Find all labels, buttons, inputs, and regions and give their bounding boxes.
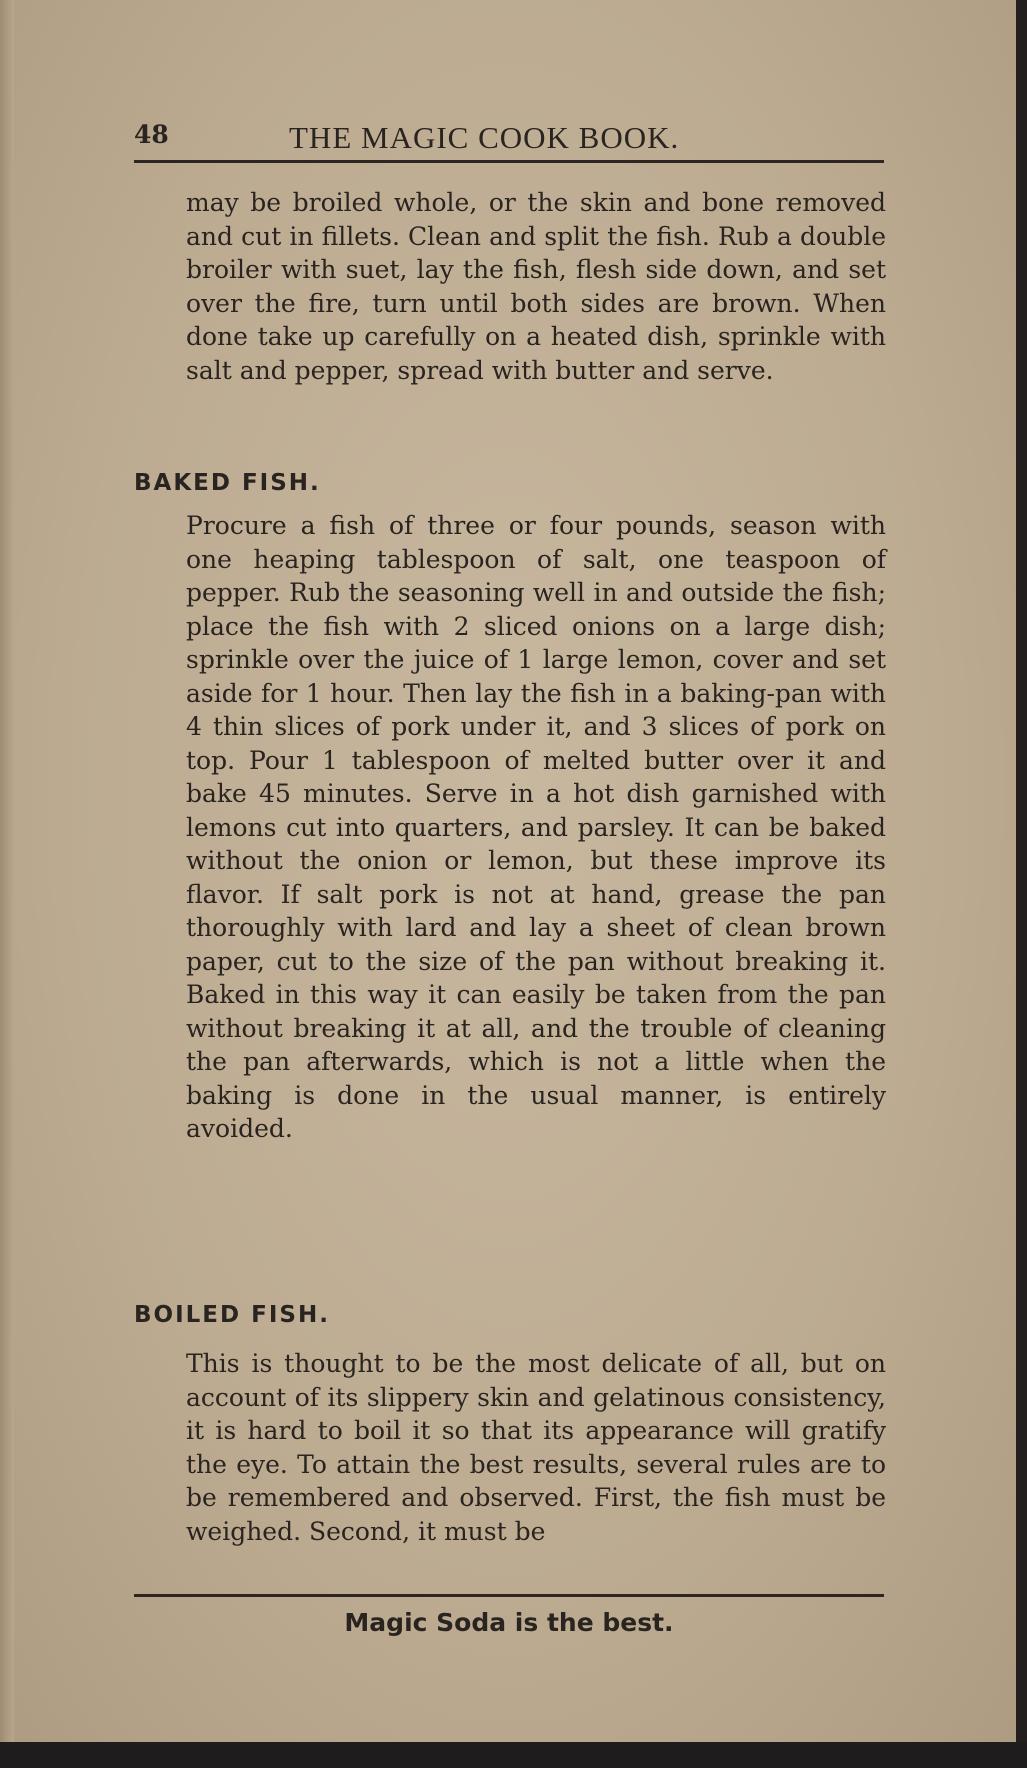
section-text-baked-fish: Procure a fish of three or four pounds, season with one heaping tablespoon of salt, one teaspoon of pepper. Rub the seasoning well in and outside the fish; place the fish with 2 sliced onions on a large dish; sprinkle over the juice of 1 large lemon, cover and set aside for 1 hour. Then lay the fish in a baking-pan with 4 thin slices of pork under it, and 3 slices of pork on top. Pour 1 tablespoon of melted butter over it and bake 45 minutes. Serve in a hot dish garnished with lemons cut into quarters, and parsley. It can be baked without the onion or lemon, but these improve its flavor. If salt pork is not at hand, grease the pan thoroughly with lard and lay a sheet of clean brown paper, cut to the size of the pan without breaking it. Baked in this way it can easily be taken from the pan without breaking it at all, and the trouble of cleaning the pan afterwards, which is not a little when the baking is done in the usual manner, is entirely avoided. <box>186 511 886 1143</box>
section-heading-boiled-fish: BOILED FISH. <box>134 1302 330 1328</box>
page-bottom-shadow <box>0 1742 1027 1768</box>
page-number: 48 <box>134 120 169 149</box>
page-spine-edge <box>0 0 14 1745</box>
page-right-edge-shadow <box>1016 0 1027 1768</box>
page-header <box>134 114 894 162</box>
header-rule <box>134 160 884 163</box>
section-heading-baked-fish: BAKED FISH. <box>134 470 321 496</box>
running-title: THE MAGIC COOK BOOK. <box>289 120 680 155</box>
section-text-boiled-fish: This is thought to be the most delicate of all, but on account of its slippery skin and gelatinous consistency, it is hard to boil it so that its appearance will gratify the eye. To attain the best results, several rules are to be remembered and observed. First, the fish must be weighed. Second, it must be <box>186 1349 886 1546</box>
page-footer: Magic Soda is the best. <box>344 1608 674 1637</box>
footer-rule <box>134 1594 884 1597</box>
continued-paragraph: may be broiled whole, or the skin and bone removed and cut in fillets. Clean and split the fish. Rub a double broiler with suet, lay the fish, flesh side down, and set over the fire, turn until both sides are brown. When done take up carefully on a heated dish, sprinkle with salt and pepper, spread with butter and serve. <box>186 188 886 385</box>
